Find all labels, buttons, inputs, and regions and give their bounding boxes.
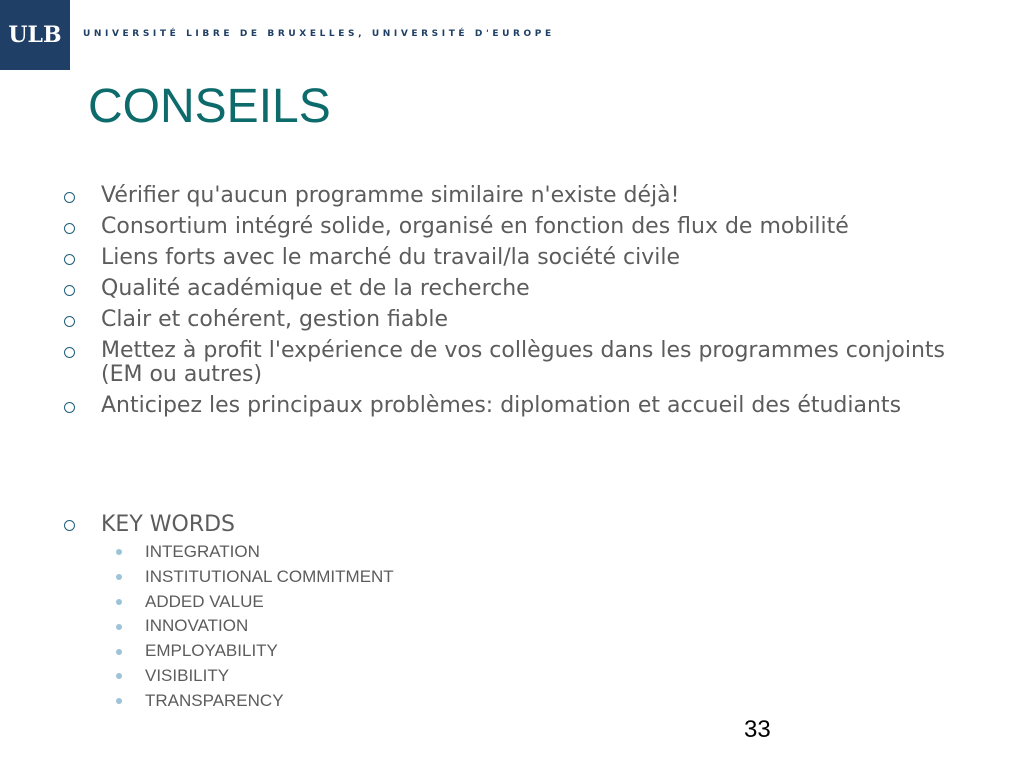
keyword-text: INNOVATION — [145, 616, 249, 636]
keyword-item — [116, 540, 762, 565]
list-item — [62, 394, 982, 418]
keyword-item — [116, 590, 762, 615]
advice-list — [62, 184, 982, 425]
list-item-text: Clair et cohérent, gestion fiable — [101, 307, 448, 332]
keywords-section — [62, 512, 762, 714]
ulb-logo — [0, 0, 70, 70]
dot-bullet-icon — [116, 574, 122, 580]
keyword-text: EMPLOYABILITY — [145, 641, 278, 661]
list-item-text: Liens forts avec le marché du travail/la société civile — [101, 245, 681, 270]
list-item — [62, 277, 982, 301]
slide-title: CONSEILS — [88, 80, 331, 133]
list-item-text: Anticipez les principaux problèmes: diplomation et accueil des étudiants — [101, 393, 902, 418]
keyword-item — [116, 614, 762, 639]
dot-bullet-icon — [116, 599, 122, 605]
keywords-list — [62, 540, 762, 714]
keyword-item — [116, 689, 762, 714]
dot-bullet-icon — [116, 624, 122, 630]
dot-bullet-icon — [116, 698, 122, 704]
list-item-text: Qualité académique et de la recherche — [101, 276, 530, 301]
keyword-item — [116, 639, 762, 664]
ring-bullet-icon — [64, 402, 75, 413]
list-item — [62, 246, 982, 270]
keywords-heading-row — [62, 512, 762, 538]
keyword-item — [116, 565, 762, 590]
list-item-text: Mettez à profit l'expérience de vos collègues dans les programmes conjoints (EM ou autres) — [101, 338, 946, 387]
keyword-text: INSTITUTIONAL COMMITMENT — [145, 566, 394, 586]
logo-text: ULB — [8, 22, 62, 48]
keyword-text: VISIBILITY — [145, 665, 230, 685]
dot-bullet-icon — [116, 549, 122, 555]
keyword-text: INTEGRATION — [145, 542, 260, 561]
list-item-text: Consortium intégré solide, organisé en fonction des flux de mobilité — [101, 214, 849, 239]
ring-bullet-icon — [64, 520, 75, 531]
keyword-text: TRANSPARENCY — [145, 690, 284, 710]
list-item — [62, 339, 982, 387]
page-number: 33 — [744, 716, 771, 743]
keywords-heading: KEY WORDS — [101, 512, 236, 537]
ring-bullet-icon — [64, 285, 75, 296]
ring-bullet-icon — [64, 347, 75, 358]
list-item-text: Vérifier qu'aucun programme similaire n'existe déjà! — [101, 183, 680, 208]
list-item — [62, 308, 982, 332]
ring-bullet-icon — [64, 316, 75, 327]
ring-bullet-icon — [64, 254, 75, 265]
dot-bullet-icon — [116, 673, 122, 679]
list-item — [62, 184, 982, 208]
university-name: UNIVERSITÉ LIBRE DE BRUXELLES, UNIVERSITÉ D'EUROPE — [83, 29, 555, 39]
dot-bullet-icon — [116, 649, 122, 655]
ring-bullet-icon — [64, 192, 75, 203]
keyword-item — [116, 664, 762, 689]
keyword-text: ADDED VALUE — [145, 591, 264, 611]
ring-bullet-icon — [64, 223, 75, 234]
list-item — [62, 215, 982, 239]
